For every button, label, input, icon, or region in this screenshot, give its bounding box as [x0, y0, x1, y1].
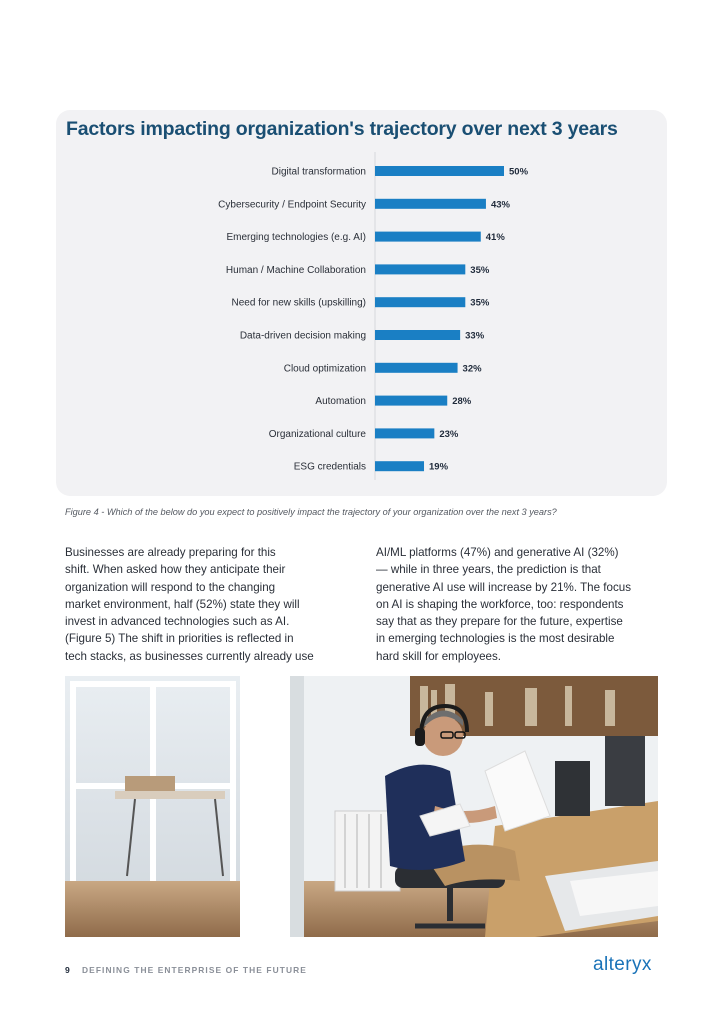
body-text-line: on AI is shaping the workforce, too: respondents [376, 597, 624, 611]
category-label: ESG credentials [293, 461, 366, 473]
bar [375, 461, 424, 471]
category-label: Data-driven decision making [239, 330, 366, 342]
bar-value-label: 32% [462, 363, 482, 375]
bar [375, 297, 465, 307]
body-text-line: organization will respond to the changing [65, 580, 276, 594]
category-label: Need for new skills (upskilling) [231, 297, 366, 309]
category-label: Human / Machine Collaboration [225, 264, 366, 276]
office-worker-photo [65, 676, 658, 937]
page-number: 9 [65, 965, 70, 975]
bar [375, 166, 504, 176]
body-text-line: tech stacks, as businesses currently already use [65, 649, 314, 663]
body-text-line: hard skill for employees. [376, 649, 502, 663]
footer-section-title: DEFINING THE ENTERPRISE OF THE FUTURE [82, 965, 307, 975]
bar [375, 396, 447, 406]
bar-value-label: 23% [439, 428, 459, 440]
category-label: Digital transformation [271, 166, 366, 178]
bar [375, 199, 486, 209]
bar-value-label: 28% [452, 396, 472, 408]
body-text-line: market environment, half (52%) state they will [65, 597, 300, 611]
alteryx-logo: alteryx [593, 954, 652, 975]
bar [375, 363, 458, 373]
figure-caption: Figure 4 - Which of the below do you expect to positively impact the trajectory of your organization over the next 3 years? [65, 507, 557, 517]
chart-card [56, 110, 667, 496]
body-text-line: Businesses are already preparing for this [65, 546, 276, 559]
body-text-line: AI/ML platforms (47%) and generative AI (32%) [376, 546, 619, 559]
body-text-line: (Figure 5) The shift in priorities is reflected in [65, 632, 294, 646]
bar [375, 232, 481, 242]
body-text-line: — while in three years, the prediction is that [376, 563, 601, 577]
chart-title: Factors impacting organization's trajectory over next 3 years [66, 118, 618, 140]
bar-value-label: 35% [470, 297, 490, 309]
bar [375, 264, 465, 274]
bar-value-label: 35% [470, 264, 490, 276]
bar-value-label: 19% [429, 461, 449, 473]
body-text-line: invest in advanced technologies such as AI. [65, 615, 290, 629]
bar-value-label: 43% [490, 199, 510, 211]
bar-value-label: 41% [485, 232, 505, 244]
body-text-right-column [376, 544, 658, 665]
body-text-left-column [65, 544, 347, 665]
category-label: Organizational culture [268, 428, 366, 440]
category-label: Cloud optimization [283, 363, 366, 375]
bar [375, 330, 460, 340]
bar-chart [56, 110, 667, 496]
body-text-line: generative AI use will increase by 21%. The focus [376, 580, 631, 594]
bar [375, 428, 434, 438]
bar-value-label: 50% [509, 166, 529, 178]
bar-value-label: 33% [465, 330, 485, 342]
body-text-line: shift. When asked how they anticipate their [65, 563, 286, 577]
category-label: Automation [315, 396, 366, 408]
category-label: Cybersecurity / Endpoint Security [218, 199, 366, 211]
category-label: Emerging technologies (e.g. AI) [226, 232, 366, 244]
body-text-line: say that as they prepare for the future, expertise [376, 615, 623, 629]
body-text-line: in emerging technologies is the most desirable [376, 632, 615, 646]
